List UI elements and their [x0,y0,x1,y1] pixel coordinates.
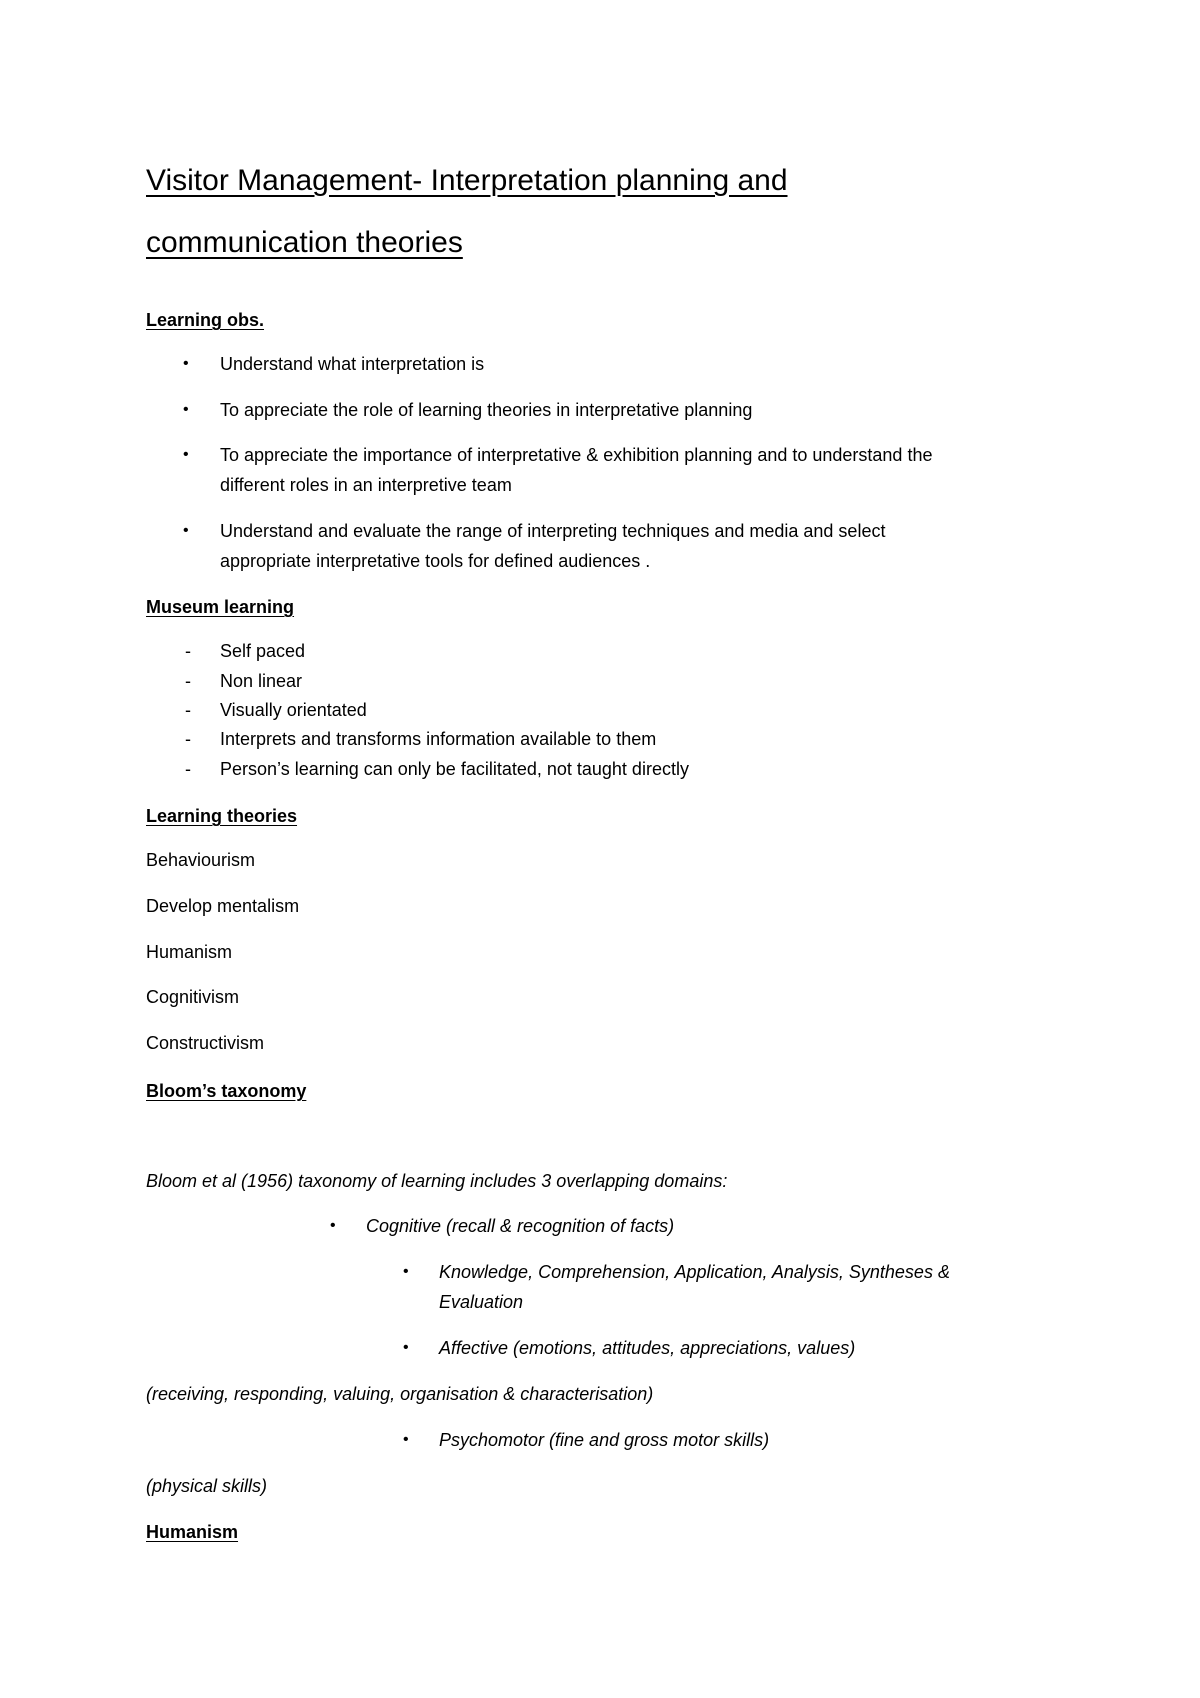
learning-obs-item-continuation: appropriate interpretative tools for defined audiences . [220,551,651,571]
blooms-psychomotor-note: (physical skills) [146,1476,268,1496]
dash-symbol: - [185,641,191,661]
bullet-symbol: • [403,1339,409,1356]
bullet-symbol: • [183,355,189,372]
bullet-symbol: • [183,446,189,463]
blooms-cognitive-item: Cognitive (recall & recognition of facts) [366,1216,675,1236]
blooms-affective-item: Affective (emotions, attitudes, appreciations, values) [439,1338,856,1358]
museum-learning-item: Interprets and transforms information available to them [220,729,657,749]
learning-obs-item: Understand and evaluate the range of interpreting techniques and media and select [220,521,886,541]
blooms-knowledge-item: Knowledge, Comprehension, Application, Analysis, Syntheses & [439,1262,950,1282]
learning-obs-item: Understand what interpretation is [220,354,485,374]
bullet-symbol: • [403,1431,409,1448]
learning-obs-item-continuation: different roles in an interpretive team [220,475,512,495]
blooms-affective-note: (receiving, responding, valuing, organisation & characterisation) [146,1384,654,1404]
dash-symbol: - [185,729,191,749]
blooms-knowledge-item-continuation: Evaluation [439,1292,524,1312]
blooms-psychomotor-item: Psychomotor (fine and gross motor skills) [439,1430,770,1450]
learning-obs-item: To appreciate the importance of interpretative & exhibition planning and to understand the [220,445,933,465]
dash-symbol: - [185,700,191,720]
page-title-line-2: communication theories [146,226,463,259]
learning-theory-item: Humanism [146,942,233,962]
learning-theory-item: Develop mentalism [146,896,300,916]
dash-symbol: - [185,671,191,691]
humanism-heading: Humanism [146,1522,239,1542]
blooms-taxonomy-heading: Bloom’s taxonomy [146,1081,307,1101]
learning-theory-item: Behaviourism [146,850,256,870]
learning-obs-item: To appreciate the role of learning theories in interpretative planning [220,400,753,420]
learning-theory-item: Cognitivism [146,987,240,1007]
museum-learning-heading: Museum learning [146,597,295,617]
page-title [146,150,1046,274]
museum-learning-item: Self paced [220,641,306,661]
learning-theories-heading: Learning theories [146,806,298,826]
dash-symbol: - [185,759,191,779]
bullet-symbol: • [183,401,189,418]
museum-learning-item: Visually orientated [220,700,367,720]
bullet-symbol: • [403,1263,409,1280]
page-title-line-1: Visitor Management- Interpretation planning and [146,164,788,197]
museum-learning-item: Person’s learning can only be facilitated, not taught directly [220,759,689,779]
learning-obs-heading: Learning obs. [146,310,265,330]
blooms-intro: Bloom et al (1956) taxonomy of learning includes 3 overlapping domains: [146,1171,728,1191]
learning-theory-item: Constructivism [146,1033,265,1053]
bullet-symbol: • [330,1217,336,1234]
museum-learning-item: Non linear [220,671,303,691]
bullet-symbol: • [183,522,189,539]
